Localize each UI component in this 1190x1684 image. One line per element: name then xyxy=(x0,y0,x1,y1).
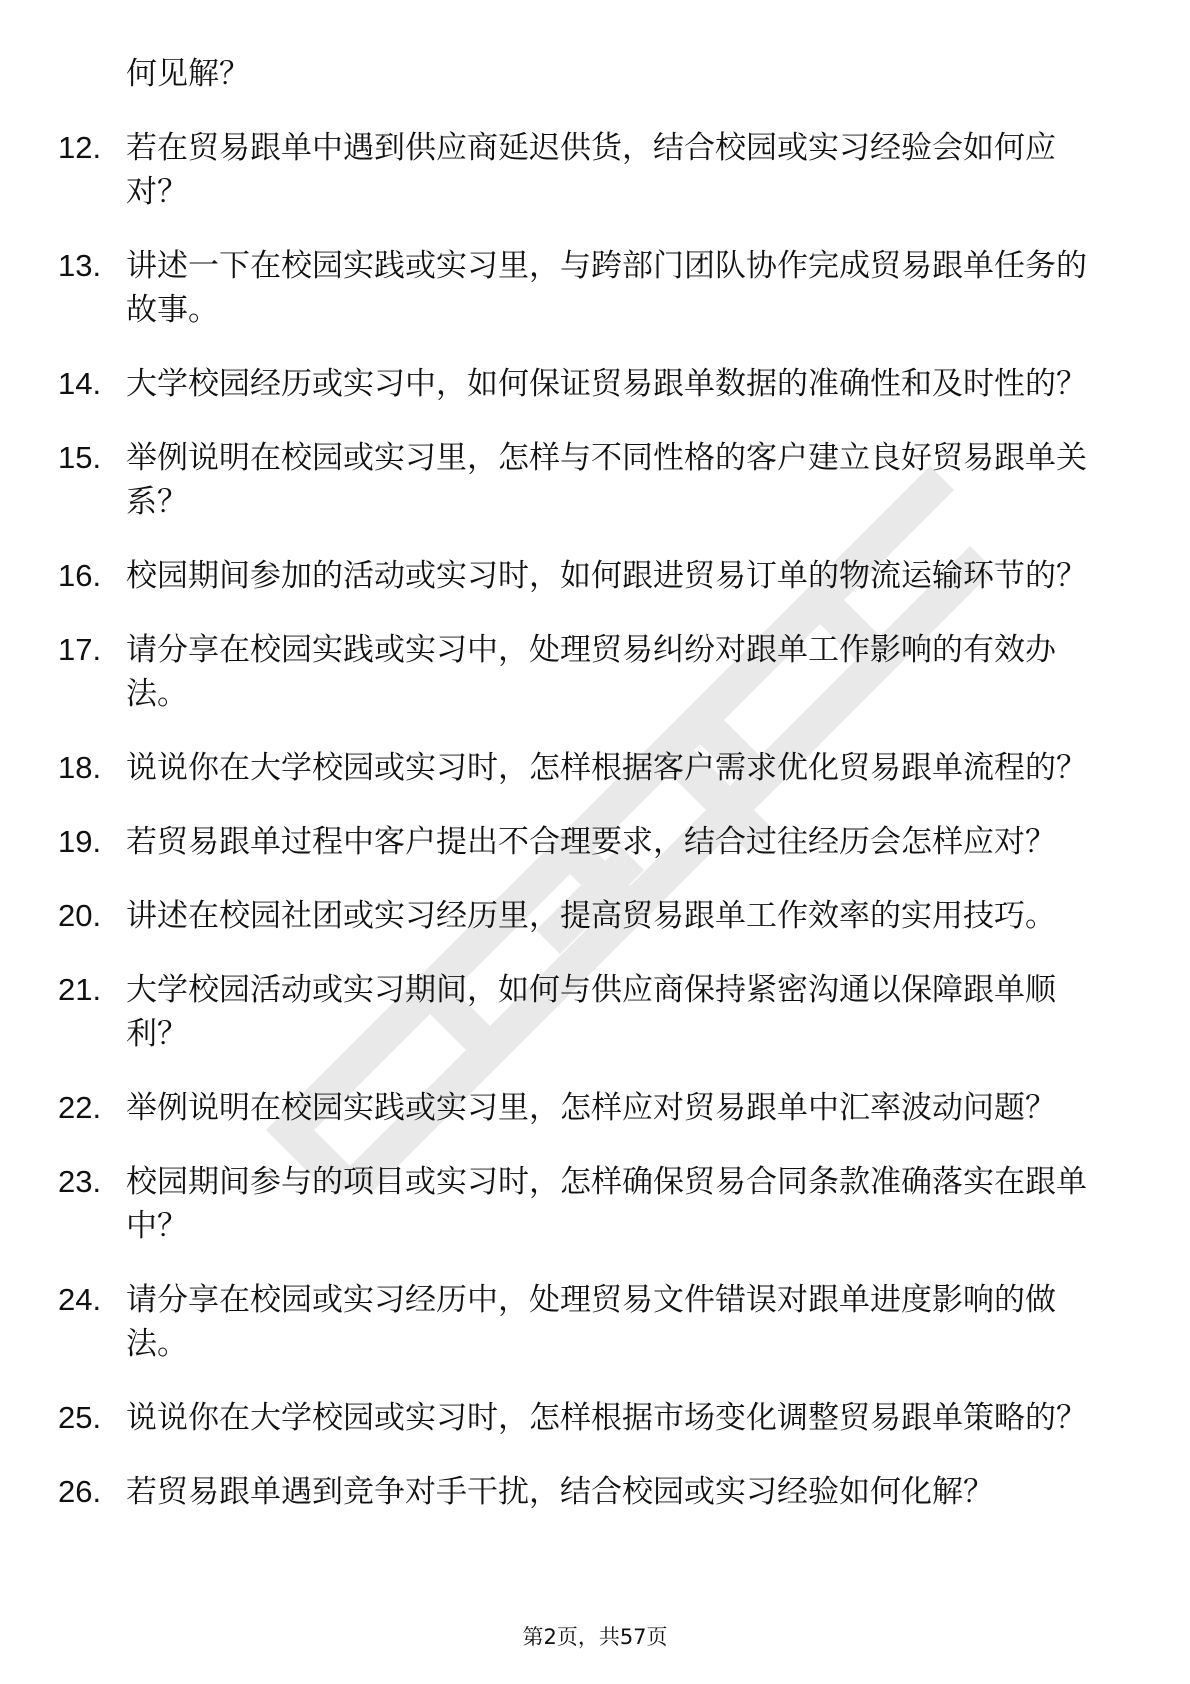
question-number: 14. xyxy=(58,366,102,401)
question-item xyxy=(58,820,1118,864)
question-text: 若在贸易跟单中遇到供应商延迟供货，结合校园或实习经验会如何应对？ xyxy=(126,130,1056,210)
question-text: 讲述在校园社团或实习经历里，提高贸易跟单工作效率的实用技巧。 xyxy=(126,898,1056,934)
question-text: 说说你在大学校园或实习时，怎样根据市场变化调整贸易跟单策略的？ xyxy=(126,1400,1087,1436)
question-text: 若贸易跟单遇到竞争对手干扰，结合校园或实习经验如何化解？ xyxy=(126,1474,994,1510)
question-item xyxy=(58,894,1118,938)
question-text: 讲述一下在校园实践或实习里，与跨部门团队协作完成贸易跟单任务的故事。 xyxy=(126,248,1087,328)
question-number: 24. xyxy=(58,1282,102,1317)
question-number: 17. xyxy=(58,632,102,667)
question-item xyxy=(58,244,1118,332)
question-text: 大学校园经历或实习中，如何保证贸易跟单数据的准确性和及时性的？ xyxy=(126,366,1087,402)
question-text: 举例说明在校园或实习里，怎样与不同性格的客户建立良好贸易跟单关系？ xyxy=(126,440,1087,520)
question-item xyxy=(58,554,1118,598)
question-number: 16. xyxy=(58,558,102,593)
question-text: 请分享在校园实践或实习中，处理贸易纠纷对跟单工作影响的有效办法。 xyxy=(126,632,1056,712)
question-number: 15. xyxy=(58,440,102,475)
question-item xyxy=(58,436,1118,524)
question-text: 校园期间参加的活动或实习时，如何跟进贸易订单的物流运输环节的？ xyxy=(126,558,1087,594)
page-footer: 第2页，共57页 xyxy=(522,1625,668,1649)
continuation-line: 何见解？ xyxy=(126,56,250,92)
question-item xyxy=(58,746,1118,790)
question-item xyxy=(58,1086,1118,1130)
question-item xyxy=(58,1470,1118,1514)
question-text: 说说你在大学校园或实习时，怎样根据客户需求优化贸易跟单流程的？ xyxy=(126,750,1087,786)
question-number: 26. xyxy=(58,1474,102,1509)
question-item xyxy=(58,1160,1118,1248)
question-text: 请分享在校园或实习经历中，处理贸易文件错误对跟单进度影响的做法。 xyxy=(126,1282,1056,1362)
question-number: 12. xyxy=(58,130,102,165)
question-item xyxy=(58,126,1118,214)
question-item xyxy=(58,362,1118,406)
question-text: 若贸易跟单过程中客户提出不合理要求，结合过往经历会怎样应对？ xyxy=(126,824,1056,860)
question-number: 19. xyxy=(58,824,102,859)
question-item xyxy=(58,628,1118,716)
question-number: 18. xyxy=(58,750,102,785)
question-item xyxy=(58,968,1118,1056)
question-number: 23. xyxy=(58,1164,102,1199)
question-text: 举例说明在校园实践或实习里，怎样应对贸易跟单中汇率波动问题？ xyxy=(126,1090,1056,1126)
question-number: 21. xyxy=(58,972,102,1007)
question-item xyxy=(58,1278,1118,1366)
question-number: 22. xyxy=(58,1090,102,1125)
question-list xyxy=(58,52,1118,1514)
question-text: 校园期间参与的项目或实习时，怎样确保贸易合同条款准确落实在跟单中？ xyxy=(126,1164,1087,1244)
question-number: 13. xyxy=(58,248,102,283)
question-number: 20. xyxy=(58,898,102,933)
question-text: 大学校园活动或实习期间，如何与供应商保持紧密沟通以保障跟单顺利？ xyxy=(126,972,1056,1052)
question-item xyxy=(58,1396,1118,1440)
question-number: 25. xyxy=(58,1400,102,1435)
